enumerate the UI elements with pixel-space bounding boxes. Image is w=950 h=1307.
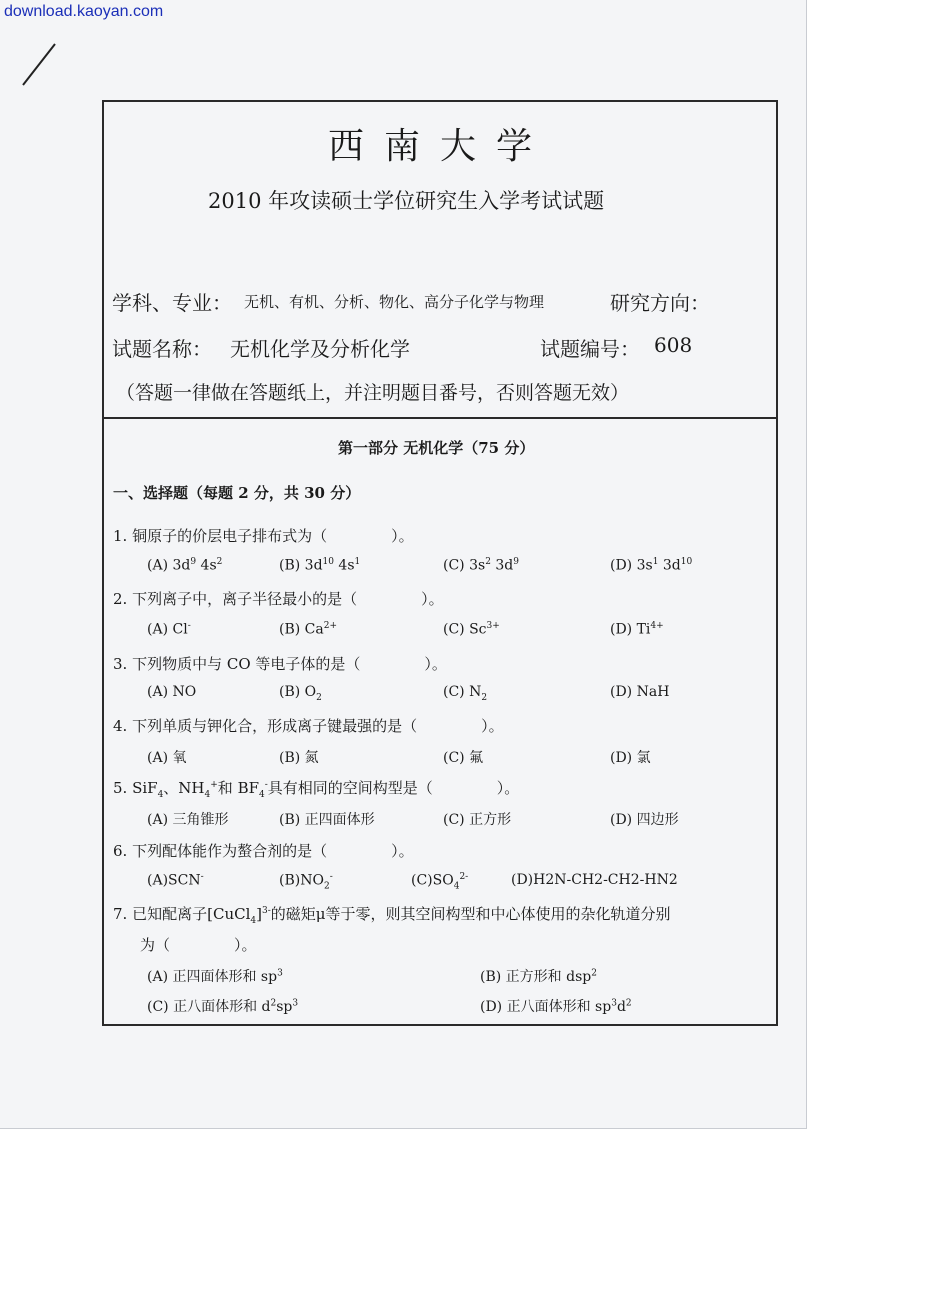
- question-1: 1. 铜原子的价层电子排布式为（ ）。: [113, 527, 414, 545]
- q2-option-c: (C) $Sc^{3+}$: [443, 621, 500, 638]
- q3-option-b: (B) $O_2$: [279, 684, 322, 703]
- paper-name-value: 无机化学及分析化学: [230, 337, 410, 361]
- paper-code-value: 608: [654, 333, 693, 357]
- pen-mark-icon: [20, 40, 60, 90]
- watermark[interactable]: download.kaoyan.com: [4, 3, 164, 20]
- q3-option-c: (C) $N_2$: [443, 684, 488, 703]
- question-7: 7. 已知配离子[CuCl$_4$]$^{3-}$的磁矩μ等于零，则其空间构型和中心体使用的杂化轨道分别: [113, 905, 671, 926]
- part-title: 第一部分 无机化学（75 分）: [338, 439, 535, 457]
- question-4: 4. 下列单质与钾化合，形成离子键最强的是（ ）。: [113, 717, 504, 735]
- q5-option-c: (C) 正方形: [443, 812, 512, 828]
- q1-option-d: (D) $3s^1$ $3d^{10}$: [610, 557, 693, 574]
- q3-option-d: (D) NaH: [610, 684, 670, 700]
- question-7-continued: 为（ ）。: [140, 936, 257, 954]
- q2-option-a: (A) Cl-: [147, 621, 191, 638]
- question-5: 5. SiF$_4$、$NH_4^+$和 $BF_4^-$具有相同的空间构型是（ ）。: [113, 779, 520, 800]
- subject-label: 学科、专业：: [112, 291, 232, 315]
- subject-value: 无机、有机、分析、物化、高分子化学与物理: [244, 293, 545, 311]
- q4-option-a: (A) 氧: [147, 750, 187, 766]
- q4-option-b: (B) 氮: [279, 750, 319, 766]
- q7-option-d: (D) 正八面体形和 $sp^3d^2$: [480, 998, 632, 1015]
- q6-option-d: (D)H2N-CH2-CH2-HN2: [511, 872, 678, 888]
- q5-option-b: (B) 正四面体形: [279, 812, 375, 828]
- q5-option-d: (D) 四边形: [610, 812, 679, 828]
- q6-option-b: $(B)NO_2^-$: [279, 872, 333, 892]
- header-divider: [102, 417, 778, 419]
- paper-name-label: 试题名称：: [112, 337, 212, 361]
- q3-option-a: (A) NO: [147, 684, 197, 700]
- q5-option-a: (A) 三角锥形: [147, 812, 229, 828]
- exam-title: 2010 年攻读硕士学位研究生入学考试试题: [208, 189, 605, 213]
- q4-option-c: (C) 氟: [443, 750, 484, 766]
- q4-option-d: (D) 氯: [610, 750, 651, 766]
- question-3: 3. 下列物质中与 CO 等电子体的是（ ）。: [113, 655, 447, 673]
- q7-option-c: (C) 正八面体形和 $d^2sp^3$: [147, 998, 299, 1015]
- q1-option-b: (B) $3d^{10}$ $4s^1$: [279, 557, 361, 574]
- answer-notice: （答题一律做在答题纸上，并注明题目番号，否则答题无效）: [116, 382, 630, 404]
- question-6: 6. 下列配体能作为螯合剂的是（ ）。: [113, 842, 414, 860]
- question-2: 2. 下列离子中，离子半径最小的是（ ）。: [113, 590, 444, 608]
- direction-label: 研究方向：: [610, 291, 710, 315]
- q1-option-a: (A) $3d^9$ $4s^2$: [147, 557, 223, 574]
- university-name: 西南大学: [328, 126, 553, 167]
- q2-option-d: (D) $Ti^{4+}$: [610, 621, 664, 638]
- q2-option-b: (B) $Ca^{2+}$: [279, 621, 338, 638]
- q6-option-c: $(C)SO_4^{2-}$: [411, 872, 469, 892]
- q6-option-a: (A)SCN-: [147, 872, 204, 889]
- q7-option-b: (B) 正方形和 dsp$^2$: [480, 968, 597, 985]
- q7-option-a: (A) 正四面体形和 $sp^3$: [147, 968, 283, 985]
- q1-option-c: (C) $3s^2$ $3d^9$: [443, 557, 519, 574]
- section-title: 一、选择题（每题 2 分，共 30 分）: [113, 484, 361, 502]
- paper-code-label: 试题编号：: [540, 337, 640, 361]
